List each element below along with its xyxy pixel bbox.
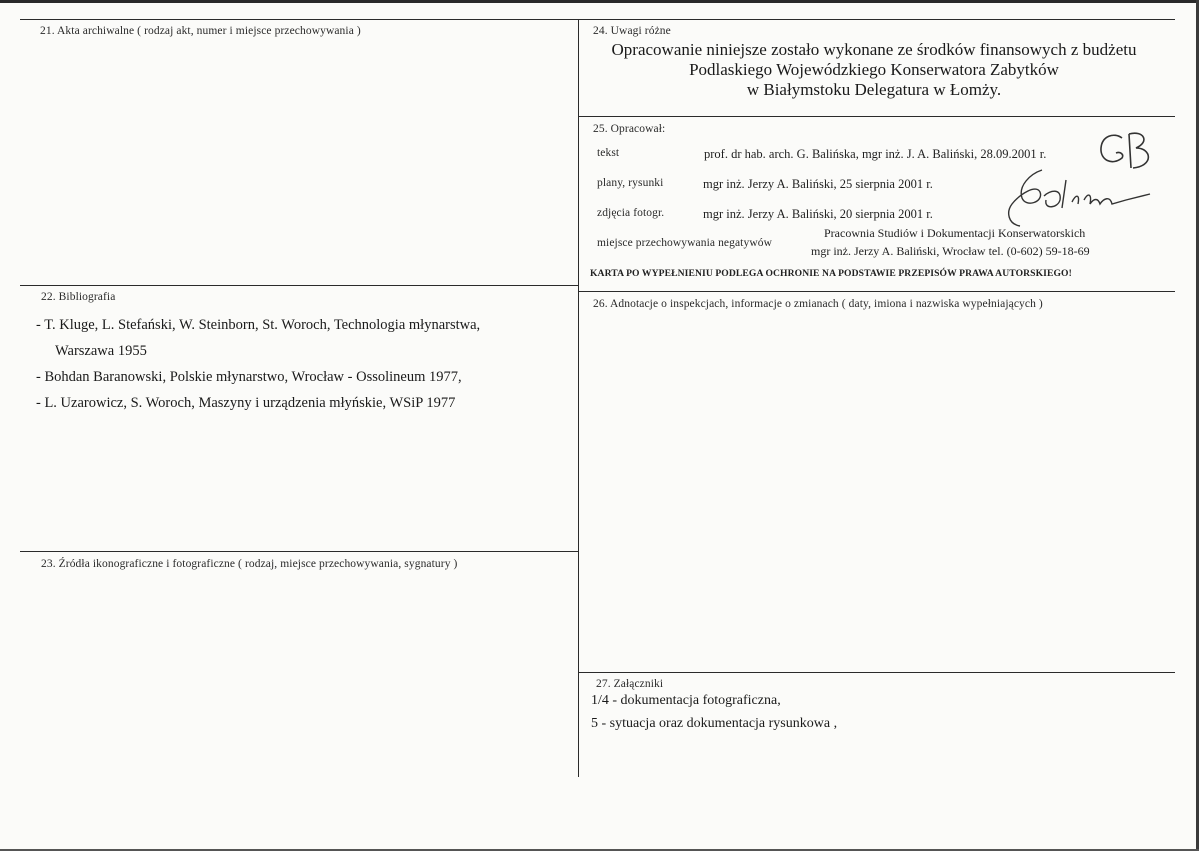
section-25-label: 25. Opracował: bbox=[593, 123, 666, 135]
divider-center bbox=[578, 19, 579, 777]
row-text-key: tekst bbox=[597, 147, 620, 159]
row-drawings-key: plany, rysunki bbox=[597, 177, 664, 189]
section-21-label: 21. Akta archiwalne ( rodzaj akt, numer i miejsce przechowywania ) bbox=[40, 25, 361, 37]
attachment-item-1: 1/4 - dokumentacja fotograficzna, bbox=[591, 693, 781, 708]
divider-left-21-22 bbox=[20, 285, 578, 286]
divider-left-22-23 bbox=[20, 551, 578, 552]
negatives-line-2: mgr inż. Jerzy A. Baliński, Wrocław tel. (0-602) 59-18-69 bbox=[811, 244, 1090, 258]
section-26-label: 26. Adnotacje o inspekcjach, informacje o zmianach ( daty, imiona i nazwiska wypełniających ) bbox=[593, 298, 1043, 310]
divider-right-25-26 bbox=[578, 291, 1175, 292]
section-22-label: 22. Bibliografia bbox=[41, 291, 116, 303]
bibliography-entry-2: - Bohdan Baranowski, Polskie młynarstwo, Wrocław - Ossolineum 1977, bbox=[36, 369, 462, 385]
remarks-line-1: Opracowanie niniejsze zostało wykonane ze środków finansowych z budżetu bbox=[611, 40, 1137, 59]
divider-top bbox=[20, 19, 1175, 20]
copyright-notice: KARTA PO WYPEŁNIENIU PODLEGA OCHRONIE NA PODSTAWIE PRZEPISÓW PRAWA AUTORSKIEGO! bbox=[590, 268, 1072, 279]
bibliography-entry-1-cont: Warszawa 1955 bbox=[55, 343, 147, 359]
section-27-label: 27. Załączniki bbox=[596, 678, 664, 690]
negatives-key: miejsce przechowywania negatywów bbox=[597, 237, 772, 249]
section-23-label: 23. Źródła ikonograficzne i fotograficzne ( rodzaj, miejsce przechowywania, sygnatury ) bbox=[41, 558, 458, 570]
row-text-value: prof. dr hab. arch. G. Balińska, mgr inż. J. A. Baliński, 28.09.2001 r. bbox=[704, 147, 1047, 161]
negatives-line-1: Pracownia Studiów i Dokumentacji Konserwatorskich bbox=[824, 226, 1086, 240]
row-drawings-value: mgr inż. Jerzy A. Baliński, 25 sierpnia 2001 r. bbox=[703, 177, 933, 191]
row-photos-key: zdjęcia fotogr. bbox=[597, 207, 665, 219]
bibliography-entry-3: - L. Uzarowicz, S. Woroch, Maszyny i urządzenia młyńskie, WSiP 1977 bbox=[36, 395, 456, 411]
signature-name-icon bbox=[1000, 164, 1160, 234]
divider-right-26-27 bbox=[578, 672, 1175, 673]
bibliography-entry-1: - T. Kluge, L. Stefański, W. Steinborn, St. Woroch, Technologia młynarstwa, bbox=[36, 317, 481, 333]
remarks-line-2: Podlaskiego Wojewódzkiego Konserwatora Zabytków bbox=[689, 60, 1059, 79]
section-24-remarks bbox=[580, 40, 1168, 100]
section-24-label: 24. Uwagi różne bbox=[593, 25, 671, 37]
remarks-line-3: w Białymstoku Delegatura w Łomży. bbox=[746, 80, 1002, 99]
row-photos-value: mgr inż. Jerzy A. Baliński, 20 sierpnia 2001 r. bbox=[703, 207, 933, 221]
attachment-item-2: 5 - sytuacja oraz dokumentacja rysunkowa , bbox=[591, 716, 838, 731]
page-top-edge bbox=[0, 0, 1199, 3]
divider-right-24-25 bbox=[578, 116, 1175, 117]
